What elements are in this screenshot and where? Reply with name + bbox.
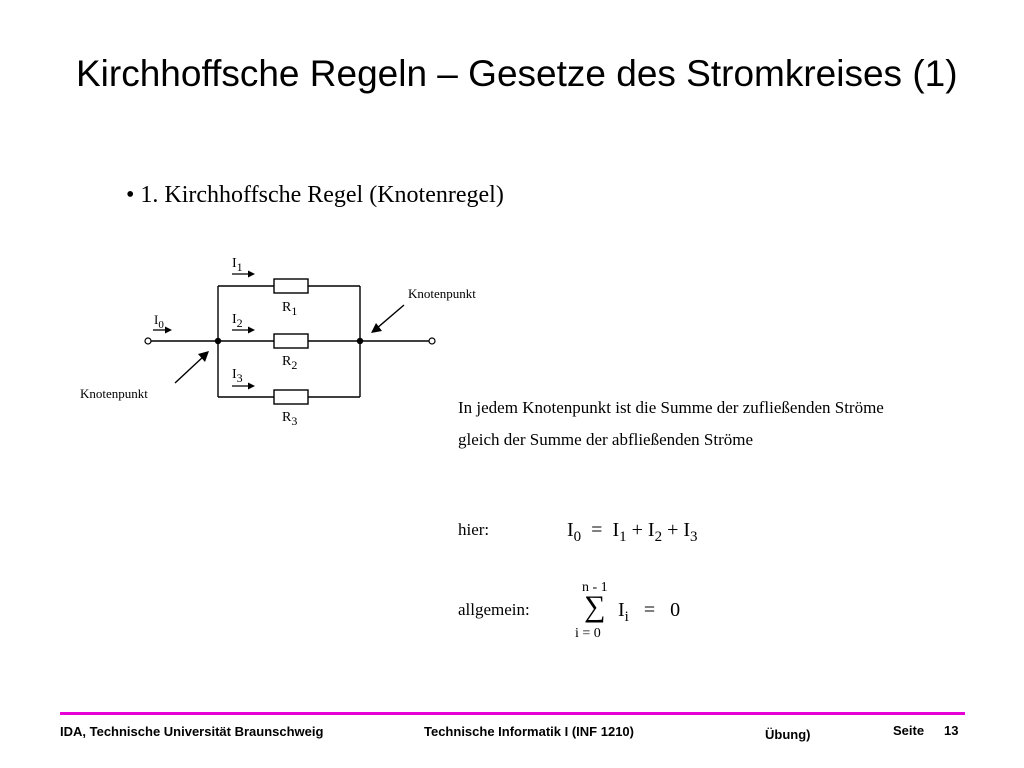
eq-term-1: $I_1$	[612, 519, 627, 545]
arrow-i3	[232, 383, 255, 390]
bullet-knotenregel: • 1. Kirchhoffsche Regel (Knotenregel)	[126, 182, 504, 208]
eq-term-2: $I_2$	[647, 519, 663, 545]
eq-plus-2: +	[667, 519, 679, 541]
resistor-r1	[274, 279, 308, 293]
node-right	[357, 338, 363, 344]
arrow-i2	[232, 327, 255, 334]
rule-line-1: In jedem Knotenpunkt ist die Summe der zufließenden Ströme	[458, 398, 884, 417]
equation-specific	[567, 518, 698, 549]
sum-upper-limit: n - 1	[582, 580, 608, 595]
label-r1: R1	[282, 300, 298, 318]
equation-general	[618, 598, 680, 629]
equation-specific-label: hier:	[458, 520, 490, 539]
label-i3: I3	[232, 367, 243, 385]
footer-divider	[60, 712, 965, 715]
equation-general-label: allgemein:	[458, 600, 530, 619]
rule-line-2: gleich der Summe der abfließenden Ströme	[458, 430, 754, 449]
label-r2: R2	[282, 354, 298, 372]
node-left	[215, 338, 221, 344]
terminal-right	[429, 338, 435, 344]
sigma-symbol: ∑	[584, 590, 606, 623]
label-i0: $I_0$	[154, 312, 164, 331]
label-i1: I1	[232, 256, 243, 274]
label-knotenpunkt-right: Knotenpunkt	[408, 286, 476, 301]
eq-lhs: $I_0$	[567, 519, 582, 545]
eq-term-3: $I_3$	[683, 519, 698, 545]
sum-lower-limit: i = 0	[575, 626, 601, 641]
eq-general-term: $I_i$	[618, 599, 629, 625]
footer-course: Technische Informatik I (INF 1210)	[424, 724, 634, 739]
terminal-left	[145, 338, 151, 344]
pointer-arrow-right-node	[371, 305, 404, 333]
footer-type: Übung)	[765, 727, 811, 742]
footer-page-number: 13	[944, 723, 959, 738]
eq-general-rhs: 0	[670, 599, 681, 621]
slide-title: Kirchhoffsche Regeln – Gesetze des Stromkreises (1)	[76, 53, 958, 94]
rule-text	[458, 392, 998, 456]
arrow-i1	[232, 271, 255, 278]
resistor-r2	[274, 334, 308, 348]
resistor-r3	[274, 390, 308, 404]
eq-plus-1: +	[631, 519, 643, 541]
label-r3: R3	[282, 410, 298, 428]
eq-equals: =	[591, 519, 603, 541]
footer-page-label: Seite	[893, 723, 925, 738]
label-knotenpunkt-left: Knotenpunkt	[80, 386, 148, 401]
eq-general-equals: =	[643, 599, 656, 621]
label-i2: I2	[232, 312, 243, 330]
footer-institution: IDA, Technische Universität Braunschweig	[60, 724, 324, 739]
pointer-arrow-left-node	[175, 351, 209, 383]
